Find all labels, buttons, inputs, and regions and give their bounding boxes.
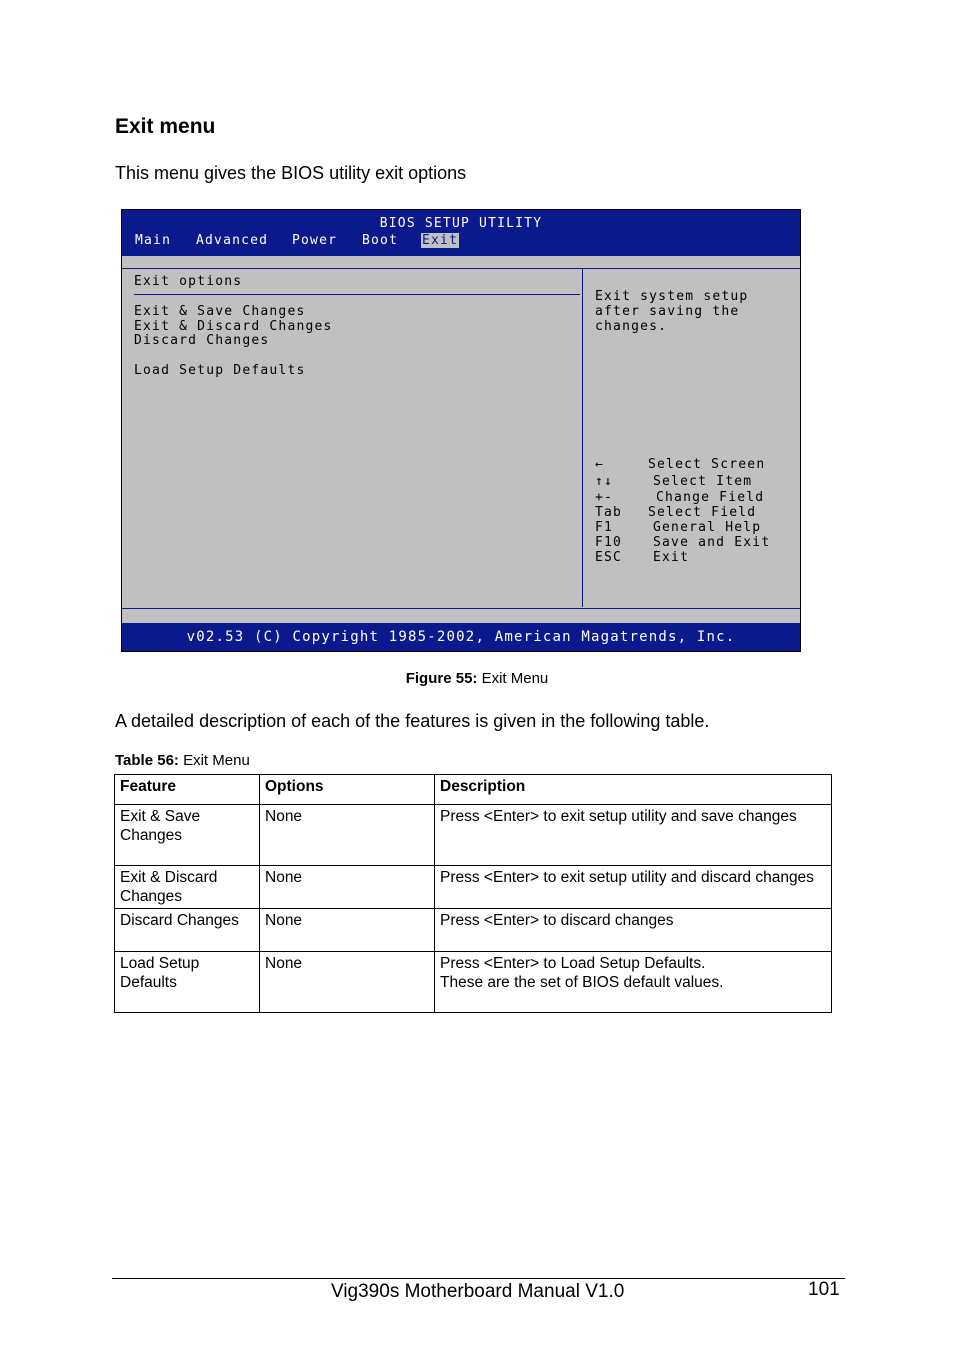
figure-caption-text: Exit Menu — [477, 670, 549, 687]
table-header-row — [115, 775, 832, 805]
header-feature: Feature — [115, 775, 260, 805]
bios-key-desc: Select Item — [653, 474, 753, 489]
bios-key-desc: Save and Exit — [653, 535, 771, 550]
bios-key-desc: Select Field — [648, 505, 757, 520]
bios-help-panel — [583, 269, 800, 607]
cell-description: Press <Enter> to discard changes — [435, 909, 832, 952]
section-heading: Exit menu — [115, 115, 216, 138]
bios-divider-bottom — [122, 608, 800, 622]
bios-key-desc: Select Screen — [648, 457, 766, 472]
bios-help-line: changes. — [595, 319, 668, 334]
bios-menu-exit[interactable]: Exit — [422, 233, 459, 248]
cell-feature: Exit & Save Changes — [115, 805, 260, 866]
bios-option-discard[interactable]: Discard Changes — [134, 333, 270, 348]
bios-section-title: Exit options — [134, 274, 243, 289]
table-row — [115, 805, 832, 866]
cell-description-line: Press <Enter> to Load Setup Defaults. — [440, 955, 706, 972]
bios-key-plusminus: +- — [595, 490, 614, 505]
cell-options: None — [260, 866, 435, 909]
bios-divider-top — [122, 256, 800, 269]
figure-caption-label: Figure 55: — [405, 670, 478, 687]
cell-description — [435, 952, 832, 1013]
bios-menu-advanced[interactable]: Advanced — [196, 233, 269, 248]
table-row — [115, 952, 832, 1013]
bios-option-load-defaults[interactable]: Load Setup Defaults — [134, 363, 306, 378]
bios-option-exit-discard[interactable]: Exit & Discard Changes — [134, 319, 333, 334]
bios-options-panel — [122, 269, 583, 607]
bios-key-f10: F10 — [595, 535, 623, 550]
cell-description-line: These are the set of BIOS default values. — [440, 974, 724, 991]
bios-key-desc: Exit — [653, 550, 690, 565]
description-paragraph: A detailed description of each of the features is given in the following table. — [115, 711, 710, 731]
header-description: Description — [435, 775, 832, 805]
cell-description: Press <Enter> to exit setup utility and discard changes — [435, 866, 832, 909]
bios-key-f1: F1 — [595, 520, 614, 535]
intro-paragraph: This menu gives the BIOS utility exit options — [115, 163, 467, 183]
bios-section-rule — [134, 294, 580, 295]
bios-key-tab: Tab — [595, 505, 623, 520]
bios-help-line: after saving the — [595, 304, 740, 319]
table-row — [115, 866, 832, 909]
cell-feature: Discard Changes — [115, 909, 260, 952]
cell-feature: Load Setup Defaults — [115, 952, 260, 1013]
cell-feature: Exit & Discard Changes — [115, 866, 260, 909]
table-caption-text: Exit Menu — [178, 752, 250, 769]
table-caption — [115, 752, 250, 769]
bios-screenshot — [121, 209, 801, 652]
cell-options: None — [260, 909, 435, 952]
bios-key-desc: General Help — [653, 520, 762, 535]
footer-rule — [112, 1278, 845, 1279]
bios-menu-power[interactable]: Power — [292, 233, 338, 248]
bios-key-updown-arrows: ↑↓ — [595, 474, 614, 489]
bios-header — [122, 210, 800, 256]
page-number: 101 — [808, 1279, 840, 1300]
cell-options: None — [260, 952, 435, 1013]
bios-title: BIOS SETUP UTILITY — [379, 216, 543, 231]
bios-key-left-arrow: ← — [595, 457, 605, 472]
bios-menu-main[interactable]: Main — [135, 233, 172, 248]
bios-option-exit-save[interactable]: Exit & Save Changes — [134, 304, 306, 319]
bios-help-line: Exit system setup — [595, 289, 749, 304]
header-options: Options — [260, 775, 435, 805]
bios-menu-boot[interactable]: Boot — [362, 233, 399, 248]
table-row — [115, 909, 832, 952]
features-table — [114, 774, 832, 1013]
table-caption-label: Table 56: — [115, 752, 179, 769]
bios-key-esc: ESC — [595, 550, 623, 565]
bios-key-desc: Change Field — [656, 490, 765, 505]
footer-title: Vig390s Motherboard Manual V1.0 — [331, 1281, 625, 1302]
bios-copyright: v02.53 (C) Copyright 1985-2002, American Magatrends, Inc. — [122, 623, 800, 651]
cell-options: None — [260, 805, 435, 866]
figure-caption — [0, 670, 954, 687]
cell-description: Press <Enter> to exit setup utility and save changes — [435, 805, 832, 866]
